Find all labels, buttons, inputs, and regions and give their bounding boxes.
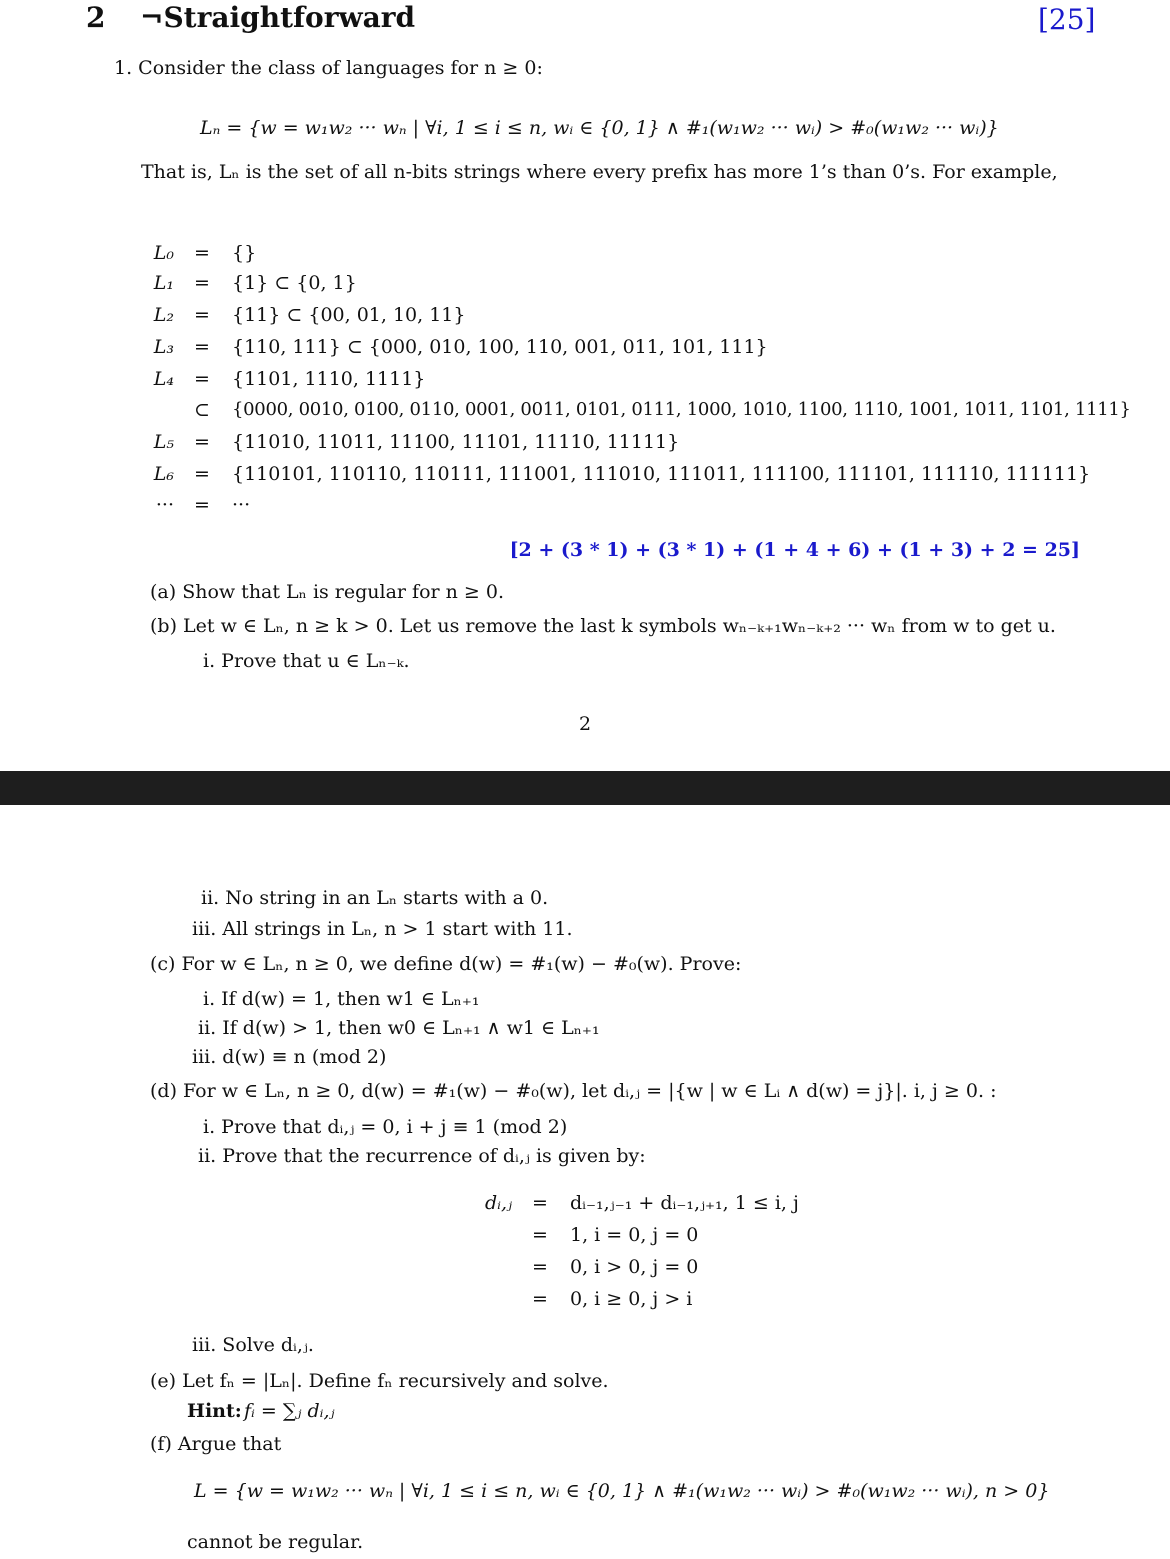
table-row-rel: =: [194, 463, 210, 485]
page-break-bar: [0, 771, 1170, 805]
part-b-iii: iii. All strings in Lₙ, n > 1 start with 11.: [192, 918, 573, 940]
section-title: ¬Straightforward: [140, 1, 416, 34]
part-b-ii: ii. No string in an Lₙ starts with a 0.: [201, 887, 549, 909]
table-row-rel: ⊂: [194, 399, 210, 421]
table-row-lhs: L₆: [153, 463, 174, 485]
recurrence-rhs: 1, i = 0, j = 0: [570, 1224, 699, 1246]
table-row-rel: =: [194, 272, 210, 294]
part-a: (a) Show that Lₙ is regular for n ≥ 0.: [150, 581, 505, 603]
language-definition: Lₙ = {w = w₁w₂ ··· wₙ | ∀i, 1 ≤ i ≤ n, wᵢ ∈ {0, 1} ∧ #₁(w₁w₂ ··· wᵢ) > #₀(w₁w₂ ··· wᵢ)}: [200, 117, 999, 139]
part-d-iii: iii. Solve dᵢ,ⱼ.: [192, 1334, 314, 1356]
part-c: (c) For w ∈ Lₙ, n ≥ 0, we define d(w) = #₁(w) − #₀(w). Prove:: [150, 953, 742, 975]
recurrence-lhs: dᵢ,ⱼ: [484, 1192, 512, 1214]
table-row-lhs: L₀: [153, 242, 174, 264]
hint-text: fᵢ = ∑ⱼ dᵢ,ⱼ: [244, 1400, 335, 1422]
part-c-i: i. If d(w) = 1, then w1 ∈ Lₙ₊₁: [203, 988, 480, 1010]
hint-label: Hint:: [187, 1400, 242, 1422]
recurrence-rhs: 0, i ≥ 0, j > i: [570, 1288, 693, 1310]
table-row-rhs: {11} ⊂ {00, 01, 10, 11}: [232, 304, 466, 326]
table-row-rhs: {0000, 0010, 0100, 0110, 0001, 0011, 0101, 0111, 1000, 1010, 1100, 1110, 1001, 1011, 1101, 1111}: [232, 399, 1131, 420]
table-row-rel: =: [194, 242, 210, 264]
table-row-rhs: {110, 111} ⊂ {000, 010, 100, 110, 001, 011, 101, 111}: [232, 336, 768, 358]
part-b-i: i. Prove that u ∈ Lₙ₋ₖ.: [203, 650, 410, 672]
recurrence-rhs: dᵢ₋₁,ⱼ₋₁ + dᵢ₋₁,ⱼ₊₁, 1 ≤ i, j: [570, 1192, 799, 1214]
table-row-lhs: L₂: [153, 304, 174, 326]
table-row-rhs: {1101, 1110, 1111}: [232, 368, 426, 390]
definition-explanation: That is, Lₙ is the set of all n-bits strings where every prefix has more 1’s than 0’s. For example,: [141, 161, 1058, 183]
part-e: (e) Let fₙ = |Lₙ|. Define fₙ recursively and solve.: [150, 1370, 609, 1392]
recurrence-rel: =: [532, 1192, 548, 1214]
recurrence-rel: =: [532, 1288, 548, 1310]
part-f: (f) Argue that: [150, 1433, 282, 1455]
part-c-iii: iii. d(w) ≡ n (mod 2): [192, 1046, 387, 1068]
table-row-rhs: {110101, 110110, 110111, 111001, 111010, 111011, 111100, 111101, 111110, 111111}: [232, 463, 1091, 485]
marks-breakdown: [2 + (3 * 1) + (3 * 1) + (1 + 4 + 6) + (1 + 3) + 2 = 25]: [509, 539, 1080, 561]
part-d: (d) For w ∈ Lₙ, n ≥ 0, d(w) = #₁(w) − #₀(w), let dᵢ,ⱼ = |{w | w ∈ Lᵢ ∧ d(w) = j}|. i, j ≥ 0. :: [150, 1080, 997, 1102]
table-row-rel: =: [194, 304, 210, 326]
part-d-ii: ii. Prove that the recurrence of dᵢ,ⱼ is given by:: [198, 1145, 646, 1167]
table-row-rhs: {}: [232, 242, 257, 264]
section-number: 2: [86, 1, 106, 34]
table-row-rel: =: [194, 494, 210, 516]
page-number: 2: [579, 713, 592, 735]
part-d-i: i. Prove that dᵢ,ⱼ = 0, i + j ≡ 1 (mod 2): [203, 1116, 568, 1138]
part-f-conclusion: cannot be regular.: [187, 1531, 364, 1553]
table-row-lhs: L₅: [153, 431, 174, 453]
table-row-lhs: L₁: [153, 272, 174, 294]
table-row-rhs: {11010, 11011, 11100, 11101, 11110, 11111}: [232, 431, 680, 453]
table-row-lhs: L₄: [153, 368, 174, 390]
part-b: (b) Let w ∈ Lₙ, n ≥ k > 0. Let us remove the last k symbols wₙ₋ₖ₊₁wₙ₋ₖ₊₂ ··· wₙ from w to get u.: [150, 615, 1056, 637]
table-row-rel: =: [194, 336, 210, 358]
table-row-lhs: ···: [155, 494, 174, 516]
table-row-rhs: {1} ⊂ {0, 1}: [232, 272, 357, 294]
section-marks: [25]: [1038, 3, 1096, 36]
table-row-lhs: L₃: [153, 336, 174, 358]
recurrence-rel: =: [532, 1224, 548, 1246]
part-f-definition: L = {w = w₁w₂ ··· wₙ | ∀i, 1 ≤ i ≤ n, wᵢ ∈ {0, 1} ∧ #₁(w₁w₂ ··· wᵢ) > #₀(w₁w₂ ··· wᵢ), n > 0}: [194, 1480, 1050, 1502]
recurrence-rhs: 0, i > 0, j = 0: [570, 1256, 699, 1278]
table-row-rel: =: [194, 368, 210, 390]
table-row-rhs: ···: [232, 494, 251, 516]
part-c-ii: ii. If d(w) > 1, then w0 ∈ Lₙ₊₁ ∧ w1 ∈ Lₙ₊₁: [198, 1017, 600, 1039]
question-intro: 1. Consider the class of languages for n ≥ 0:: [114, 57, 543, 79]
recurrence-rel: =: [532, 1256, 548, 1278]
table-row-rel: =: [194, 431, 210, 453]
